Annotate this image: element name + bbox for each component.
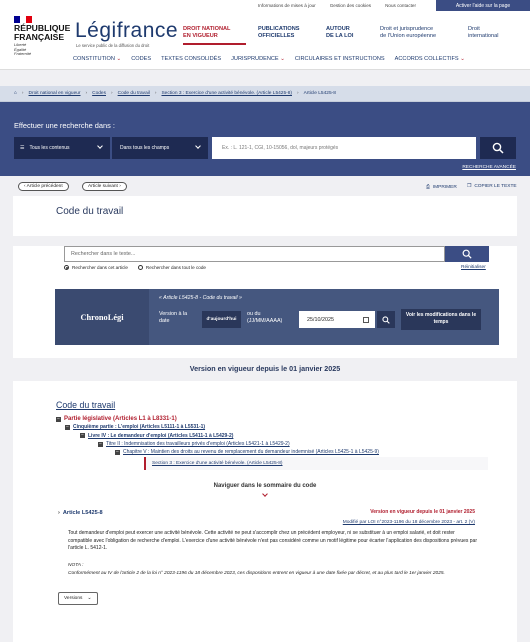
date-input[interactable]: 25/10/2025 [299,311,375,328]
main-content [13,196,517,642]
collapse-icon[interactable]: − [66,423,69,430]
radio-whole-code[interactable] [138,265,206,270]
chronolegi-reference: « Article L5425-8 - Code du travail » [159,295,242,301]
subnav-constitution[interactable] [73,56,121,62]
site-header [0,12,530,70]
radio-this-article-label: Rechercher dans cet article [72,265,128,270]
content-select[interactable] [14,137,110,159]
collapse-icon[interactable]: − [57,415,60,422]
tree-node-label: Partie législative (Articles L1 à L8331-1) [64,416,177,422]
next-article-button[interactable]: Article suivant › [82,182,127,191]
tree-node[interactable] [56,448,379,456]
copy-text-button[interactable] [467,184,517,189]
see-changes-button[interactable]: Voir les modifications dans le temps [401,309,481,330]
home-icon[interactable]: ⌂ [14,91,17,96]
breadcrumb-separator: › [85,91,88,96]
nav-autour-loi[interactable]: AUTOUR DE LA LOI [326,26,354,39]
collapse-icon[interactable]: − [116,448,119,455]
copy-label: COPIER LE TEXTE [474,184,517,189]
previous-article-button[interactable]: ‹ Article précédent [18,182,69,191]
article-toolbar [0,176,530,196]
tree-node-label: Titre II : Indemnisation des travailleurs privés d'emploi (Articles L5421-1 à L5429-2) [106,440,290,447]
versions-label: Versions [64,596,83,601]
nav-droit-international[interactable]: Droit international [468,26,499,39]
print-icon: ⎙ [426,185,430,190]
updates-link[interactable]: Informations de mises à jour [258,3,316,8]
chevron-down-icon: ⌄ [87,596,92,601]
subnav-textes[interactable]: TEXTES CONSOLIDÉS [161,56,222,62]
breadcrumb-separator: › [21,91,24,96]
tree-node-label: Chapitre V : Maintien des droits au revenu de remplacement du demandeur indemnisé (Articles L5425-1 à L5425-9) [123,449,379,456]
breadcrumb-separator: › [154,91,157,96]
utility-bar [0,0,530,12]
nav-publications[interactable]: PUBLICATIONS OFFICIELLES [258,26,300,39]
code-title-link[interactable]: Code du travail [56,400,116,410]
subnav-constitution-label: CONSTITUTION [73,56,115,62]
republique-francaise-logo[interactable]: RÉPUBLIQUE FRANÇAISE [14,23,71,42]
breadcrumb-item[interactable]: Code du travail [117,91,150,96]
chevron-down-icon: ⌄ [460,56,465,62]
search-icon [492,142,504,154]
search-panel [0,102,530,176]
collapse-icon[interactable]: − [99,440,102,447]
reset-link[interactable]: Réinitialiser [461,265,486,270]
tree-node-label: Livre IV : Le demandeur d'emploi (Articles L5411-1 à L5429-2) [88,432,234,439]
radio-this-article[interactable] [64,265,128,270]
article-nota [68,562,478,577]
breadcrumb [0,86,530,102]
filter-icon: ☰ [20,145,25,151]
divider [13,236,517,246]
search-input[interactable]: Ex. : L. 121-1, CGI, 10-15056, dol, majeurs protégés [212,137,476,159]
calendar-icon[interactable] [363,317,369,323]
breadcrumb-separator: › [297,91,299,96]
code-tree [56,415,379,456]
chronolegi-panel [55,289,499,345]
site-title[interactable]: Légifrance [75,19,179,42]
search-scope [64,265,206,270]
breadcrumb-item[interactable]: Section 3 : Exercice d'une activité bénévole. (Article L5425-8) [161,91,292,96]
subnav-codes[interactable]: CODES [131,56,152,62]
version-banner: Version en vigueur depuis le 01 janvier 2025 [189,364,341,373]
nota-text: Conformément au IV de l'article 2 de la loi n° 2023-1196 du 18 décembre 2023, ces dispositions entrent en vigueur à une date fixée par décret, et au plus tard le 1er janvier 2025. [68,570,445,576]
content-select-value: Tous les contenus [29,145,70,151]
chevron-down-icon[interactable] [262,491,268,497]
nav-droit-national[interactable]: DROIT NATIONAL EN VIGUEUR [183,26,231,39]
sub-navigation [73,56,465,62]
modified-by-link[interactable]: Modifié par LOI n°2023-1196 du 18 décembre 2023 - art. 2 (V) [342,520,475,525]
advanced-search-link[interactable]: RECHERCHE AVANCÉE [462,165,516,170]
search-button[interactable] [480,137,516,159]
nav-droit-ue[interactable]: Droit et jurisprudence de l'Union européenne [380,26,437,39]
page-title: Code du travail [56,206,124,217]
copy-icon: ❐ [467,184,472,189]
search-icon [462,249,472,259]
search-label: Effectuer une recherche dans : [14,121,115,130]
contact-link[interactable]: Nous contacter [385,3,416,8]
radio-whole-code-label: Rechercher dans tout le code [145,265,206,270]
chevron-down-icon: ⌄ [116,56,122,62]
date-search-button[interactable] [377,311,395,328]
subnav-circulaires[interactable]: CIRCULAIRES ET INSTRUCTIONS [294,56,385,62]
print-button[interactable] [426,184,457,190]
chevron-down-icon [97,143,103,149]
navigate-summary-button[interactable]: Naviguer dans le sommaire du code [213,483,317,489]
radio-selected-icon [64,265,69,270]
text-search-button[interactable] [445,246,489,262]
article-status: Version en vigueur depuis le 01 janvier 2025 [370,509,475,515]
article-title[interactable]: › Article L5425-8 [58,510,103,516]
breadcrumb-separator: › [111,91,113,96]
version-label: Version à la date [159,311,188,325]
chronolegi-title: ChronoLégi [55,289,149,345]
tree-node-label: Cinquième partie : L'emploi (Articles L5111-1 à L5531-1) [73,424,206,431]
site-tagline: Le service public de la diffusion du droit [76,43,150,48]
breadcrumb-current: Article L5425-8 [303,91,336,96]
subnav-accords-label: ACCORDS COLLECTIFS [394,56,459,62]
field-select[interactable] [112,137,208,159]
or-date-label: ou du (JJ/MM/AAAA) [247,311,283,325]
subnav-jurisprudence[interactable] [231,56,285,62]
tree-node[interactable] [56,415,379,423]
chevron-down-icon: ⌄ [280,56,285,62]
today-button[interactable]: d'aujourd'hui [202,311,241,328]
current-section[interactable]: Section 3 : Exercice d'une activité bénévole. (Article L5425-8) [144,457,488,470]
field-select-value: Dans tous les champs [120,145,170,151]
subnav-jurisprudence-label: JURISPRUDENCE [231,56,279,62]
chevron-down-icon [195,143,201,149]
breadcrumb-item[interactable]: Codes [92,91,106,96]
nota-label: NOTA : [68,563,84,568]
breadcrumb-item[interactable]: Droit national en vigueur [28,91,81,96]
versions-dropdown[interactable] [58,592,98,605]
collapse-icon[interactable]: − [81,432,84,439]
text-search-input[interactable]: Rechercher dans le texte... [64,246,445,262]
cookies-link[interactable]: Gestion des cookies [329,3,372,8]
subnav-accords[interactable] [395,56,465,62]
article-body: Tout demandeur d'emploi peut exercer une activité bénévole. Cette activité ne peut s'accomplir chez un précédent employeur, ni se substituer à un emploi salarié, et doit rester compatible avec l'obligation de recherche d'emploi. L'exercice d'une activité bénévole n'est pas considéré comme un motif légitime pour écarter l'application des dispositions prévues par l'article L. 5412-1. [68,530,478,552]
tree-node[interactable] [56,440,379,448]
print-label: IMPRIMER [432,184,457,190]
search-icon [382,316,390,324]
motto: Liberté Égalité Fraternité [14,42,32,57]
tree-node[interactable] [56,423,379,431]
tree-node[interactable] [56,432,379,440]
utility-links [258,3,416,8]
help-button[interactable]: Activer l'aide sur la page [436,0,530,11]
radio-empty-icon [138,265,143,270]
flag-logo [14,16,32,23]
